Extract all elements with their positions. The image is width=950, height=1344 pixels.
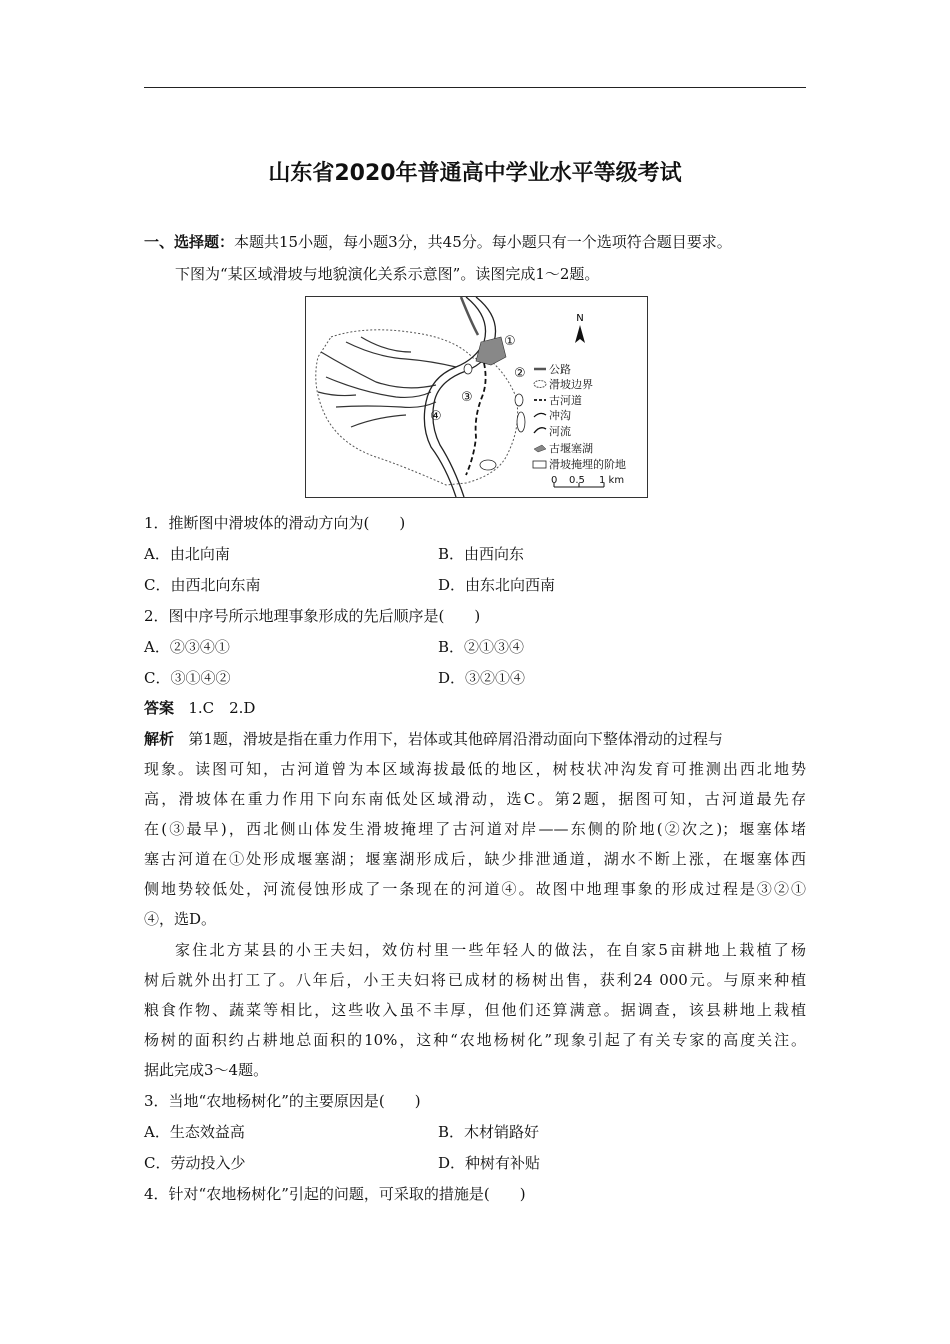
page-title: 山东省2020年普通高中学业水平等级考试 — [268, 161, 682, 186]
analysis-line-5: 塞古河道在①处形成堰塞湖；堰塞湖形成后，缺少排泄通道，湖水不断上涨，在堰塞体西 — [144, 850, 806, 868]
q1-option-d[interactable]: D．由东北向西南 — [438, 576, 556, 594]
marker-2: ② — [514, 366, 526, 381]
analysis-label: 解析 — [144, 730, 175, 748]
legend-gully-symbol — [534, 413, 546, 417]
marker-1: ① — [504, 334, 516, 349]
answer-text: 1.C 2.D — [188, 699, 256, 717]
passage-line-2: 树后就外出打工了。八年后，小王夫妇将已成材的杨树出售，获利24 000元。与原来种植 — [144, 971, 806, 989]
analysis-line-6: 侧地势较低处，河流侵蚀形成了一条现在的河道④。故图中地理事象的形成过程是③②① — [144, 880, 806, 898]
header-rule — [144, 87, 806, 88]
section-heading-line — [144, 232, 732, 252]
analysis-line-3: 高，滑坡体在重力作用下向东南低处区域滑动，选C。第2题，据图可知，古河道最先存 — [144, 790, 806, 808]
q1-option-c[interactable]: C．由西北向东南 — [144, 576, 261, 594]
legend-river: 河流 — [549, 425, 571, 438]
q1-stem: 1．推断图中滑坡体的滑动方向为( ) — [144, 514, 406, 532]
q3-stem: 3．当地“农地杨树化”的主要原因是( ) — [144, 1092, 421, 1110]
passage-line-3: 粮食作物、蔬菜等相比，这些收入虽不丰厚，但他们还算满意。据调查，该县耕地上栽植 — [144, 1001, 806, 1019]
passage-line-5: 据此完成3～4题。 — [144, 1061, 269, 1079]
legend-lake: 古堰塞湖 — [549, 442, 593, 455]
north-arrow-icon — [575, 313, 585, 343]
answer-line — [144, 698, 255, 718]
q3-option-c[interactable]: C．劳动投入少 — [144, 1154, 246, 1172]
q1-option-b[interactable]: B．由西向东 — [438, 545, 525, 563]
passage-line-1: 家住北方某县的小王夫妇，效仿村里一些年轻人的做法，在自家5亩耕地上栽植了杨 — [175, 941, 806, 959]
analysis-line-7: ④，选D。 — [144, 910, 217, 928]
q2-option-c[interactable]: C．③①④② — [144, 669, 231, 687]
scale-0: 0 — [551, 475, 558, 486]
analysis-line-4: 在(③最早)，西北侧山体发生滑坡掩埋了古河道对岸——东侧的阶地(②次之)；堰塞体堵 — [144, 820, 806, 838]
legend-terrace-symbol — [533, 461, 546, 468]
q3-option-a[interactable]: A．生态效益高 — [144, 1123, 245, 1141]
analysis-line-1 — [144, 729, 723, 749]
legend-lake-symbol — [534, 445, 546, 452]
q2-option-d[interactable]: D．③②①④ — [438, 669, 526, 687]
legend-terrace: 滑坡掩埋的阶地 — [549, 458, 626, 471]
scale-1km: 1 km — [599, 475, 625, 486]
legend — [533, 363, 626, 487]
north-label: N — [576, 313, 584, 324]
section-heading: 一、选择题： — [144, 233, 235, 251]
analysis-text-1: 第1题，滑坡是指在重力作用下，岩体或其他碎屑沿滑动面向下整体滑动的过程与 — [188, 730, 723, 748]
ancient-lake — [476, 337, 506, 365]
q2-option-b[interactable]: B．②①③④ — [438, 638, 525, 656]
legend-boundary: 滑坡边界 — [549, 378, 593, 391]
marker-3: ③ — [461, 390, 473, 405]
q2-stem: 2．图中序号所示地理事象形成的先后顺序是( ) — [144, 607, 481, 625]
landslide-map-figure — [305, 296, 648, 498]
figure-intro: 下图为“某区域滑坡与地貌演化关系示意图”。读图完成1～2题。 — [175, 265, 600, 283]
passage-line-4: 杨树的面积约占耕地总面积的10%，这种“农地杨树化”现象引起了有关专家的高度关注。 — [144, 1031, 806, 1049]
q1-option-a[interactable]: A．由北向南 — [144, 545, 230, 563]
answer-label: 答案 — [144, 699, 175, 717]
legend-gully: 冲沟 — [549, 409, 571, 422]
legend-road: 公路 — [549, 363, 571, 376]
analysis-line-2: 现象。读图可知，古河道曾为本区域海拔最低的地区，树枝状冲沟发育可推测出西北地势 — [144, 760, 806, 778]
ancient-channel — [466, 363, 486, 475]
q2-option-a[interactable]: A．②③④① — [144, 638, 230, 656]
legend-boundary-symbol — [534, 381, 546, 388]
section-intro: 本题共15小题，每小题3分，共45分。每小题只有一个选项符合题目要求。 — [234, 233, 732, 251]
marker-4: ④ — [430, 409, 442, 424]
scale-half: 0.5 — [569, 475, 585, 486]
legend-channel: 古河道 — [549, 394, 582, 407]
q3-option-d[interactable]: D．种树有补贴 — [438, 1154, 541, 1172]
landslide-map — [306, 297, 647, 497]
road — [461, 297, 478, 335]
legend-river-symbol — [534, 428, 546, 433]
q4-stem: 4．针对“农地杨树化”引起的问题，可采取的措施是( ) — [144, 1185, 526, 1203]
q3-option-b[interactable]: B．木材销路好 — [438, 1123, 540, 1141]
